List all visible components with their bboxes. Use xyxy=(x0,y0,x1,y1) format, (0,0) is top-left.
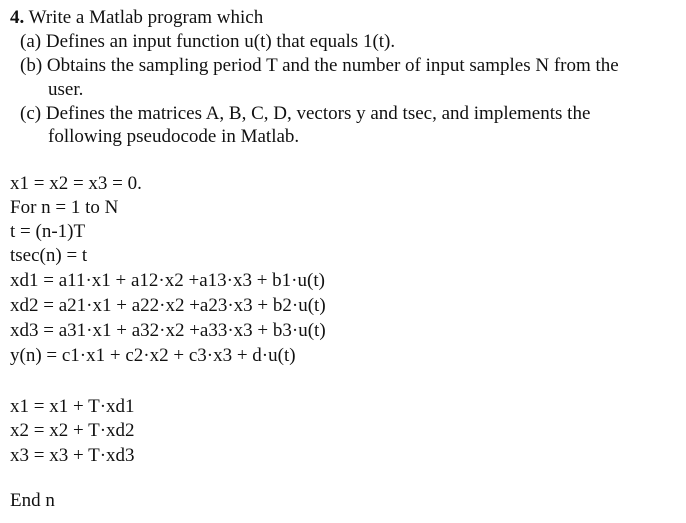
part-b-label: (b) xyxy=(20,55,43,76)
code-line-xd1: xd1 = a11·x1 + a12·x2 +a13·x3 + b1·u(t) xyxy=(10,270,325,291)
code-line-x2-update: x2 = x2 + T·xd2 xyxy=(10,420,135,441)
code-line-end: End n xyxy=(10,490,55,511)
part-b-text-line1: Obtains the sampling period T and the number of input samples N from the xyxy=(46,55,619,76)
code-line-tsec: tsec(n) = t xyxy=(10,245,88,266)
part-b xyxy=(20,55,619,77)
code-line-xd2: xd2 = a21·x1 + a22·x2 +a23·x3 + b2·u(t) xyxy=(10,295,326,316)
part-c-text-line1: Defines the matrices A, B, C, D, vectors y and tsec, and implements the xyxy=(45,103,591,124)
part-c-text-line2: following pseudocode in Matlab. xyxy=(48,126,300,147)
part-c-label: (c) xyxy=(20,103,42,124)
part-b-text-line2: user. xyxy=(48,79,84,100)
code-line-init: x1 = x2 = x3 = 0. xyxy=(10,173,142,194)
part-a xyxy=(20,31,395,53)
question-intro: Write a Matlab program which xyxy=(28,7,264,28)
part-c xyxy=(20,103,590,125)
question-number: 4. xyxy=(10,7,25,28)
part-b-continuation xyxy=(48,79,83,101)
part-c-continuation xyxy=(48,126,299,148)
code-line-x3-update: x3 = x3 + T·xd3 xyxy=(10,445,135,466)
question-header xyxy=(10,7,263,29)
code-line-t: t = (n-1)T xyxy=(10,221,86,242)
code-line-for: For n = 1 to N xyxy=(10,197,119,218)
code-line-y: y(n) = c1·x1 + c2·x2 + c3·x3 + d·u(t) xyxy=(10,345,296,366)
code-line-xd3: xd3 = a31·x1 + a32·x2 +a33·x3 + b3·u(t) xyxy=(10,320,326,341)
part-a-text: Defines an input function u(t) that equals 1(t). xyxy=(45,31,396,52)
code-line-x1-update: x1 = x1 + T·xd1 xyxy=(10,396,135,417)
part-a-label: (a) xyxy=(20,31,42,52)
